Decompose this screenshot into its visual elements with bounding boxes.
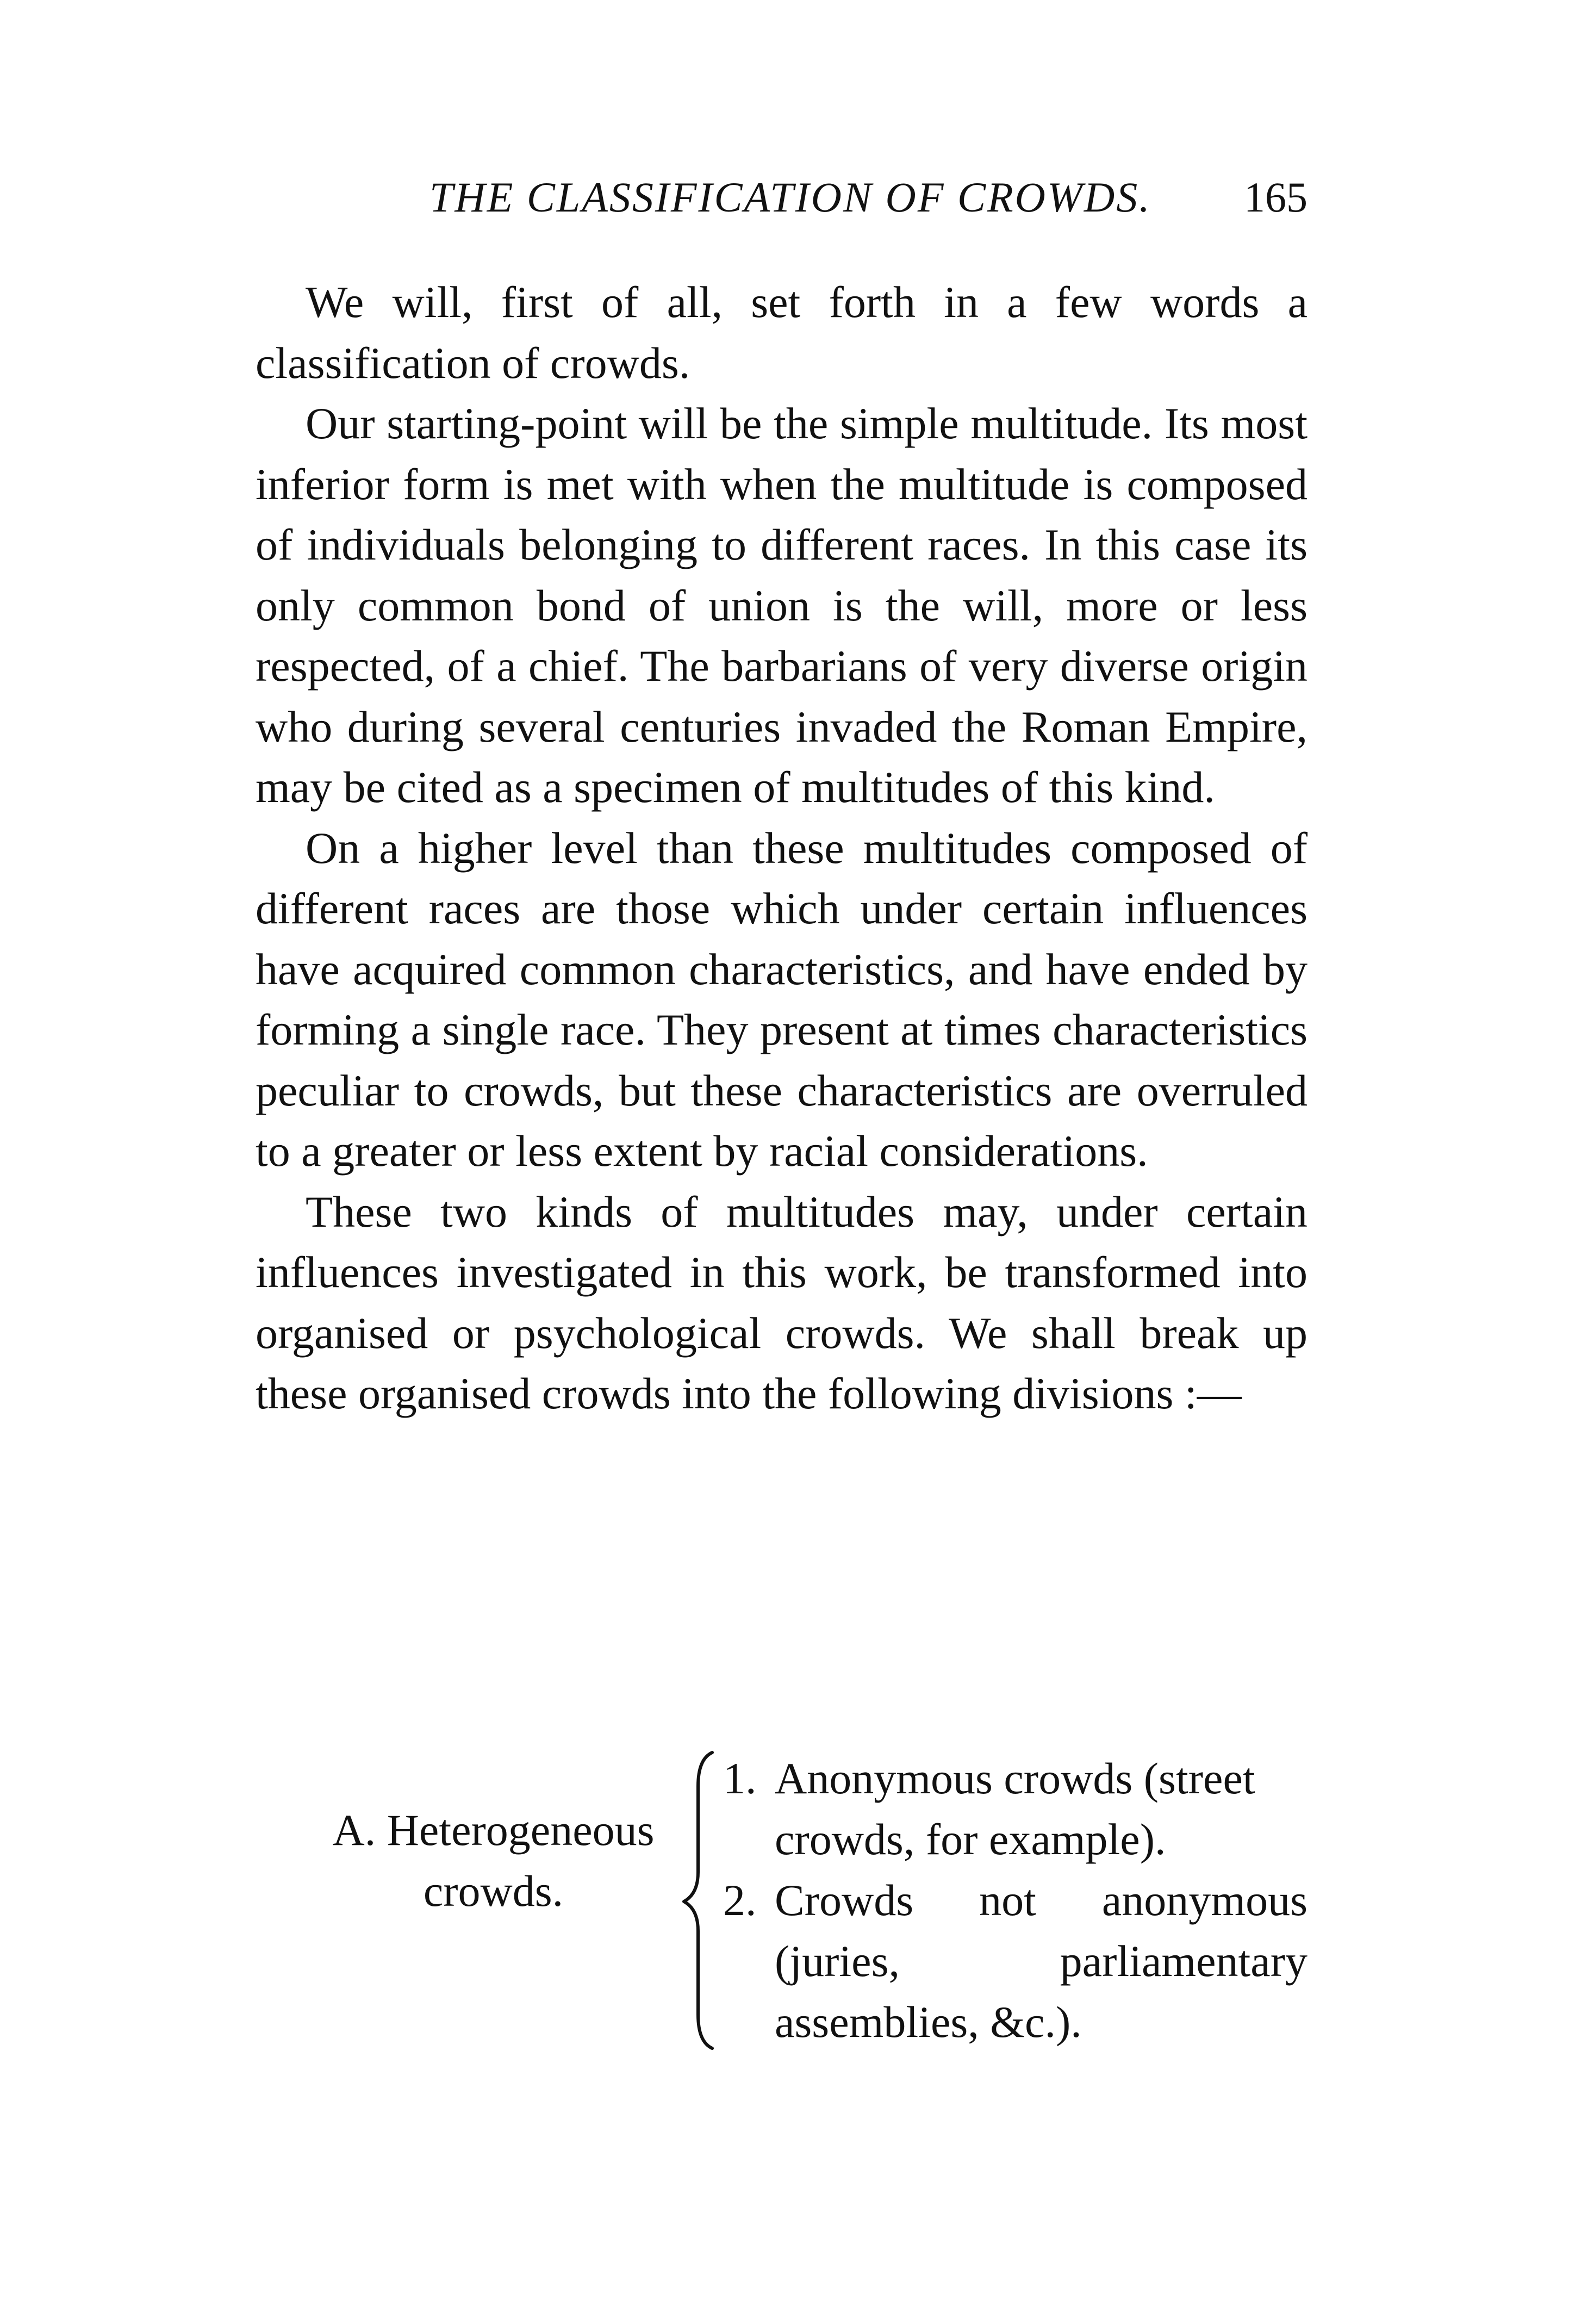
division-item-text — [775, 1748, 1307, 1870]
division-heterogeneous-crowds — [294, 1748, 1307, 2053]
division-item-line-2: crowds, for example). — [775, 1815, 1166, 1864]
division-item-line-1: Crowds not anonymous — [775, 1875, 1307, 1925]
division-item-number: 1. — [723, 1754, 757, 1803]
division-item-number: 2. — [723, 1875, 757, 1925]
division-label-line-1: A. Heterogeneous — [332, 1805, 655, 1855]
division-item-text — [775, 1870, 1307, 2053]
division-items — [723, 1748, 1307, 2053]
paragraph-simple-multitude: Our starting-point will be the simple multitude. Its most inferior form is met with when the multitude is composed of individuals belonging to different races. In this case its only common bond of union is the will, more or less respected, of a chief. The barbarians of very diverse origin who during several centuries invaded the Roman Empire, may be cited as a specimen of multitudes of this kind. — [256, 399, 1307, 812]
division-item-anonymous — [723, 1748, 1307, 1870]
division-item-line-1: Anonymous crowds (street — [775, 1754, 1255, 1803]
running-title: THE CLASSIFICATION OF CROWDS. — [429, 173, 1151, 221]
paragraph-classification-intro: We will, first of all, set forth in a few words a classification of crowds. — [256, 277, 1307, 388]
body-text — [256, 272, 1307, 1424]
division-item-not-anonymous — [723, 1870, 1307, 2053]
page-number: 165 — [1244, 173, 1307, 221]
division-label-line-2: crowds. — [423, 1866, 564, 1916]
paragraph-two-kinds: These two kinds of multitudes may, under certain influences investigated in this work, be transformed into organised or psychological crowds. We shall break up these organised crowds into the following divisions :— — [256, 1186, 1307, 1418]
division-label — [294, 1800, 693, 1922]
running-head — [256, 173, 1307, 233]
paragraph-higher-level: On a higher level than these multitudes composed of different races are those which under certain influences have acquired common characteristics, and have ended by forming a single race. They present at times characteristics peculiar to crowds, but these characteristics are overruled to a greater or less extent by racial considerations. — [256, 823, 1307, 1176]
curly-brace-icon — [678, 1748, 727, 2053]
division-item-line-2: (juries, parliamentary assemblies, &c.). — [775, 1936, 1307, 2047]
